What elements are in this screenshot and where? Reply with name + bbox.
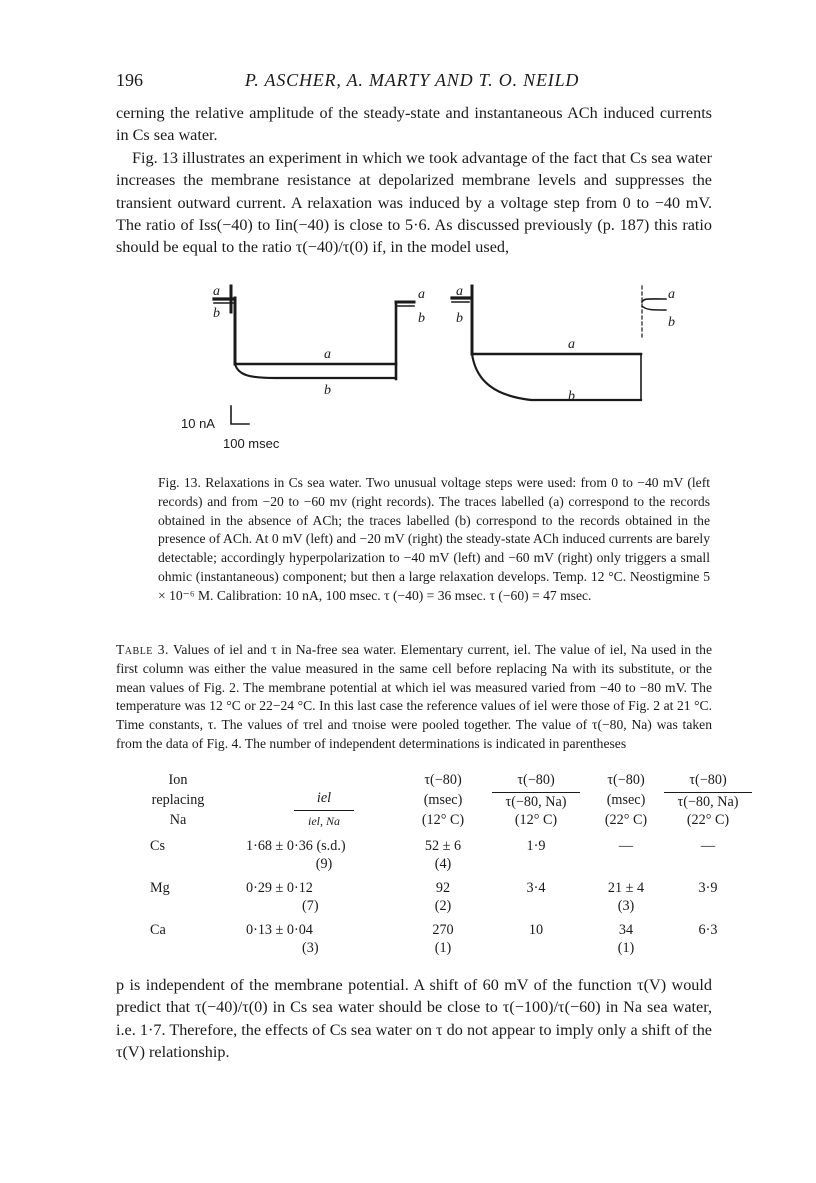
- label-right-b: b: [456, 311, 463, 326]
- row-mg-ratio12: 3·4: [526, 880, 546, 896]
- page-header: [116, 70, 708, 94]
- scale-time-label: 100 msec: [223, 436, 280, 451]
- header-ion-2: replacing: [151, 792, 205, 808]
- figure-13: [176, 282, 716, 462]
- right-return-b: [642, 306, 666, 310]
- label-right-a: a: [456, 284, 463, 299]
- row-mg-ratio: 0·29 ± 0·12: [246, 880, 313, 896]
- header-ratio-line: [294, 810, 354, 811]
- header-tau22-3: (22° C): [604, 812, 648, 828]
- row-ca-ratio: 0·13 ± 0·04: [246, 922, 313, 938]
- row-mg-tau22: 21 ± 4: [607, 880, 645, 896]
- label-left-return-b: b: [418, 311, 425, 326]
- running-head: P. ASCHER, A. MARTY AND T. O. NEILD: [244, 70, 580, 90]
- header-ratio-num: iel: [316, 790, 332, 806]
- label-left-b: b: [213, 306, 220, 321]
- right-trace-b: [472, 354, 641, 400]
- table-caption: [116, 641, 712, 754]
- row-ca-tau22: 34: [618, 922, 634, 938]
- relaxation-traces: [176, 282, 716, 462]
- header-ion-3: Na: [169, 812, 187, 828]
- intro-text: [116, 102, 712, 259]
- row-ca-tau12: 270: [432, 922, 454, 938]
- header-ion-1: Ion: [168, 772, 188, 788]
- row-cs-ion: Cs: [150, 838, 165, 854]
- table-caption-text: Values of iel and τ in Na-free sea water. Elementary current, iel. The value of iel, Na used in the first column was either the value measured in the same cell before replacing Na with its substitute, or the mean values of Fig. 2. The membrane potential at which iel was measured varied from −40 to −80 mV. The temperature was 12 °C or 22−24 °C. In this last case the reference values of iel were those of Fig. 2 at 21 °C. Time constants, τ. The values of τrel and τnoise were pooled together. The value of τ(−80, Na) was taken from the data of Fig. 4. The number of independent determinations is indicated in parentheses: [116, 642, 712, 751]
- row-ca-tau22-n: (1): [617, 940, 635, 956]
- header-tau22-2: (msec): [606, 792, 646, 808]
- label-right-return-b: b: [668, 315, 675, 330]
- row-cs-tau12-n: (4): [434, 856, 452, 872]
- label-left-trace-b: b: [324, 383, 331, 398]
- row-ca-tau12-n: (1): [434, 940, 452, 956]
- row-mg-ion: Mg: [150, 880, 170, 896]
- row-cs-ratio-n: (9): [315, 856, 333, 872]
- header-tau12-1: τ(−80): [424, 772, 462, 788]
- paragraph-continuation: cerning the relative amplitude of the steady-state and instantaneous ACh induced currents in Cs sea water.: [116, 104, 712, 145]
- right-return-a: [642, 299, 666, 302]
- closing-text: [116, 974, 712, 1064]
- row-cs-ratio22: —: [700, 838, 716, 854]
- paragraph-fig13: Fig. 13 illustrates an experiment in which we took advantage of the fact that Cs sea water increases the membrane resistance at depolarized membrane levels and suppresses the transient outward current. A relaxation was induced by a voltage step from 0 to −40 mV. The ratio of Iss(−40) to Iin(−40) is close to 5·6. As discussed previously (p. 187) this ratio should be equal to the ratio τ(−40)/τ(0) if, in the model used,: [116, 148, 712, 257]
- row-mg-tau22-n: (3): [617, 898, 635, 914]
- row-cs-ratio: 1·68 ± 0·36 (s.d.): [246, 838, 346, 854]
- row-mg-ratio22: 3·9: [698, 880, 718, 896]
- row-cs-tau12: 52 ± 6: [424, 838, 462, 854]
- header-ratio22-temp: (22° C): [686, 812, 730, 828]
- row-mg-tau12-n: (2): [434, 898, 452, 914]
- header-ratio22-den: τ(−80, Na): [677, 794, 739, 810]
- row-ca-ratio-n: (3): [302, 940, 319, 956]
- label-right-return-a: a: [668, 287, 675, 302]
- figure-caption: [158, 474, 710, 606]
- label-right-trace-a: a: [568, 337, 575, 352]
- row-ca-ratio12: 10: [528, 922, 544, 938]
- header-tau12-3: (12° C): [421, 812, 465, 828]
- row-cs-ratio12: 1·9: [526, 838, 546, 854]
- scale-current-label: 10 nA: [181, 416, 215, 431]
- figure-caption-text: Fig. 13. Relaxations in Cs sea water. Two unusual voltage steps were used: from 0 to −40 mV (left records) and from −20 to −60 mv (right records). The traces labelled (a) correspond to the records obtained in the absence of ACh; the traces labelled (b) correspond to the records obtained in the presence of ACh. At 0 mV (left) and −20 mV (right) the steady-state ACh induced currents are barely detectable; accordingly hyperpolarization to −40 mV (left) and −60 mV (right) only triggers a small ohmic (instantaneous) component; but then a large relaxation develops. Temp. 12 °C. Neostigmine 5 × 10⁻⁶ M. Calibration: 10 nA, 100 msec. τ (−40) = 36 msec. τ (−60) = 47 msec.: [158, 475, 710, 603]
- row-cs-tau22: —: [618, 838, 634, 854]
- label-right-trace-b: b: [568, 389, 575, 404]
- header-ratio12-line: [492, 792, 580, 793]
- header-ratio-den: iel, Na: [308, 814, 340, 828]
- page-number: 196: [116, 70, 143, 90]
- header-tau22-1: τ(−80): [607, 772, 645, 788]
- row-mg-tau12: 92: [435, 880, 451, 896]
- header-ratio12-num: τ(−80): [517, 772, 555, 788]
- header-ratio12-den: τ(−80, Na): [505, 794, 567, 810]
- row-mg-ratio-n: (7): [302, 898, 319, 914]
- row-ca-ion: Ca: [150, 922, 166, 938]
- header-ratio22-num: τ(−80): [689, 772, 727, 788]
- closing-paragraph: p is independent of the membrane potential. A shift of 60 mV of the function τ(V) would predict that τ(−40)/τ(0) in Cs sea water should be close to τ(−100)/τ(−60) in Na sea water, i.e. 1·7. Therefore, the effects of Cs sea water on τ do not appear to imply only a shift of the τ(V) relationship.: [116, 976, 712, 1062]
- header-ratio12-temp: (12° C): [514, 812, 558, 828]
- scale-bar: [231, 406, 249, 424]
- table-3: [116, 772, 739, 962]
- label-left-a: a: [213, 284, 220, 299]
- label-left-return-a: a: [418, 287, 425, 302]
- header-ratio22-line: [664, 792, 752, 793]
- label-left-trace-a: a: [324, 347, 331, 362]
- left-trace-b: [235, 364, 394, 378]
- header-tau12-2: (msec): [423, 792, 463, 808]
- table-label: Table 3.: [116, 642, 169, 657]
- row-ca-ratio22: 6·3: [698, 922, 718, 938]
